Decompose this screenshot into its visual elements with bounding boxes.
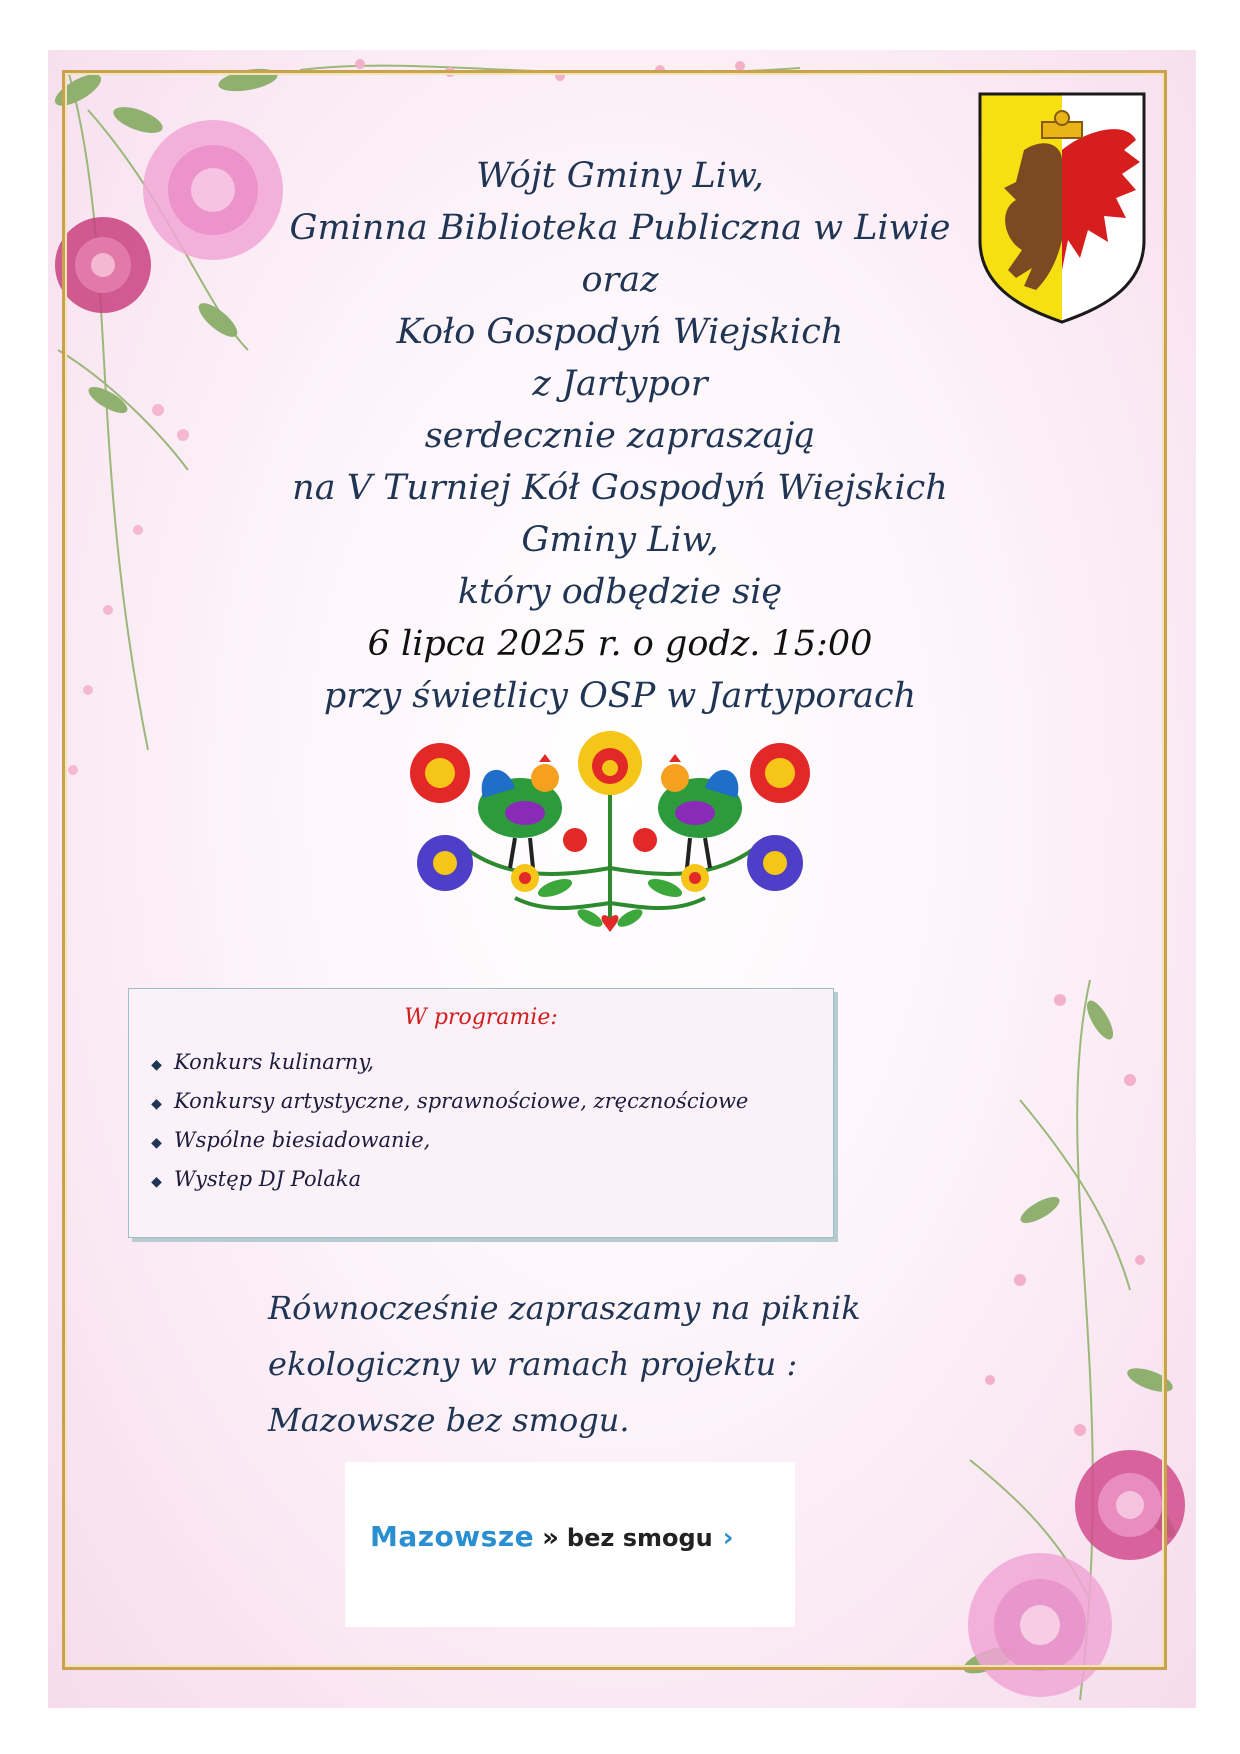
diamond-bullet-icon: ◆ <box>151 1174 162 1190</box>
program-item-text: Konkurs kulinarny, <box>174 1050 375 1074</box>
program-item-text: Wspólne biesiadowanie, <box>174 1128 431 1152</box>
program-item-text: Występ DJ Polaka <box>174 1167 362 1191</box>
program-title: W programie: <box>404 1005 558 1030</box>
diamond-bullet-icon: ◆ <box>151 1057 162 1073</box>
picnic-line-3: Mazowsze bez smogu. <box>268 1401 630 1439</box>
heading-line-6: serdecznie zapraszają <box>424 416 816 456</box>
program-box <box>128 988 834 1238</box>
heading-line-2: Gminna Biblioteka Publiczna w Liwie <box>289 208 951 248</box>
heading-line-7: na V Turniej Kół Gospodyń Wiejskich <box>292 468 948 508</box>
diamond-bullet-icon: ◆ <box>151 1096 162 1112</box>
logo-suffix-text: bez smogu <box>566 1524 713 1552</box>
double-chevron-icon: » <box>542 1523 559 1553</box>
picnic-line-2: ekologiczny w ramach projektu : <box>268 1345 798 1383</box>
heading-line-8: Gminy Liw, <box>521 520 719 560</box>
diamond-bullet-icon: ◆ <box>151 1135 162 1151</box>
heading-line-9: który odbędzie się <box>457 572 783 612</box>
mazowsze-bez-smogu-logo-box <box>345 1462 795 1627</box>
heading-line-4: Koło Gospodyń Wiejskich <box>396 312 844 352</box>
program-list <box>139 1043 748 1199</box>
picnic-invitation <box>268 1280 908 1448</box>
logo-brand-text: Mazowsze <box>370 1520 535 1553</box>
chevron-right-icon: › <box>722 1523 734 1553</box>
program-item <box>139 1121 748 1160</box>
event-date: 6 lipca 2025 r. o godz. 15:00 <box>367 624 873 664</box>
folk-art-roosters-illustration <box>405 728 815 943</box>
program-item <box>139 1082 748 1121</box>
invitation-heading <box>250 150 990 722</box>
coat-of-arms-emblem <box>976 90 1148 326</box>
program-item <box>139 1160 748 1199</box>
heading-line-5: z Jartypor <box>532 364 708 404</box>
heading-line-1: Wójt Gminy Liw, <box>476 156 764 196</box>
mazowsze-bez-smogu-logo <box>370 1520 733 1553</box>
program-item-text: Konkursy artystyczne, sprawnościowe, zręcznościowe <box>174 1089 749 1113</box>
event-place: przy świetlicy OSP w Jartyporach <box>323 676 917 716</box>
program-item <box>139 1043 748 1082</box>
heading-line-3: oraz <box>581 260 659 300</box>
picnic-line-1: Równocześnie zapraszamy na piknik <box>268 1289 861 1327</box>
